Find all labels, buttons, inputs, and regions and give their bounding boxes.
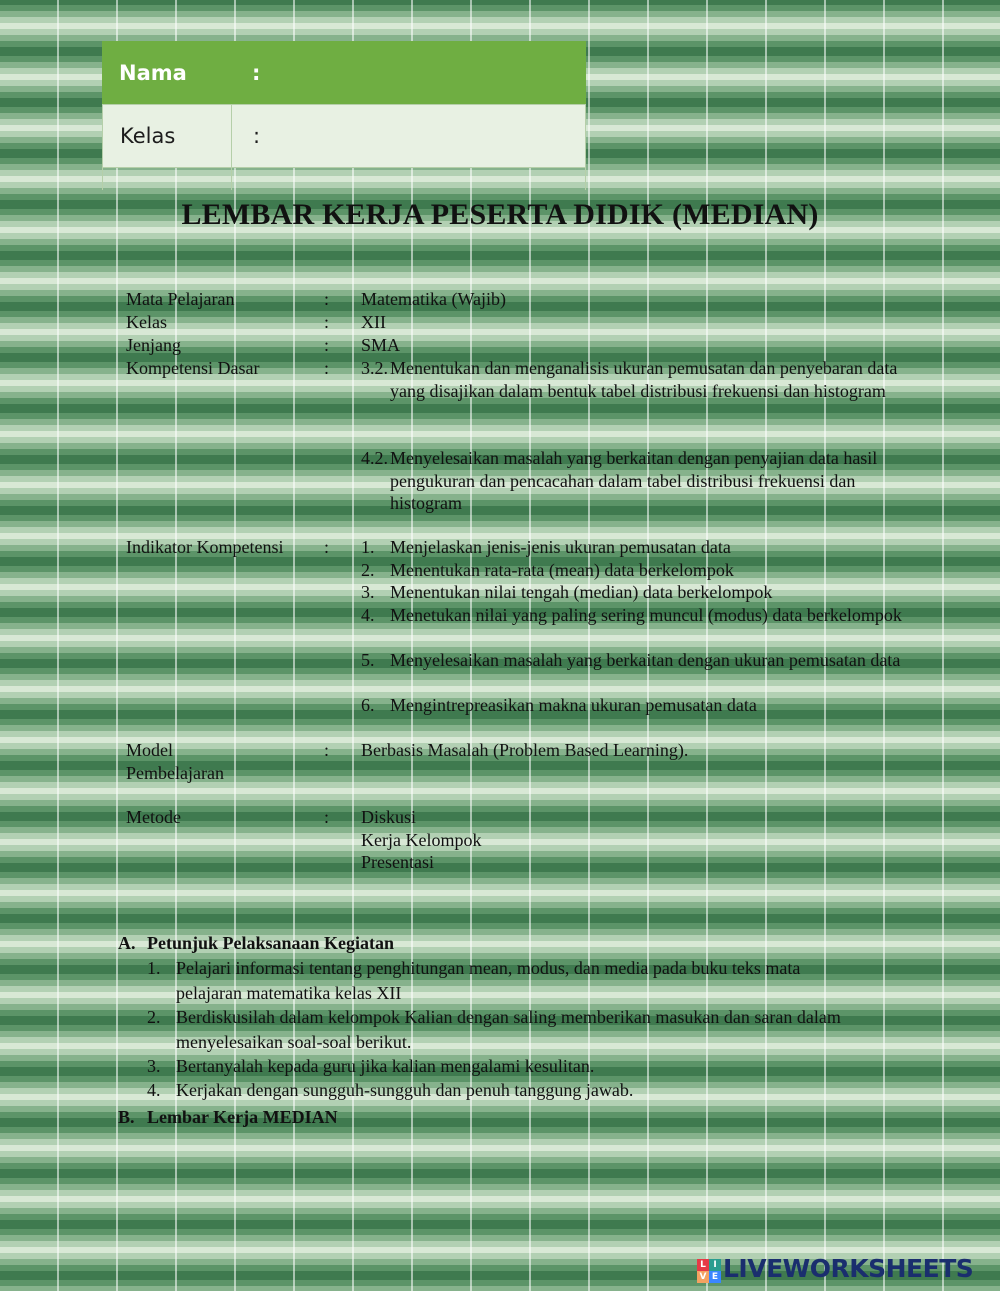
model-label-line2: Pembelajaran <box>126 763 224 783</box>
badge-letter: I <box>709 1259 721 1271</box>
list-item-number: 2. <box>361 560 375 580</box>
list-item-number: 5. <box>361 650 375 670</box>
class-row[interactable] <box>102 104 586 168</box>
step-item <box>147 1078 867 1103</box>
step-text: Kerjakan dengan sungguh-sungguh dan penuh tanggung jawab. <box>176 1080 634 1100</box>
model-value: Berbasis Masalah (Problem Based Learning). <box>361 740 689 760</box>
grade-value: XII <box>361 312 386 332</box>
list-item <box>361 649 921 672</box>
list-item-text: Menentukan rata-rata (mean) data berkelompok <box>390 560 734 580</box>
step-number: 2. <box>147 1007 161 1027</box>
list-item <box>361 559 921 582</box>
page-title: LEMBAR KERJA PESERTA DIDIK (MEDIAN) <box>181 198 819 231</box>
class-colon: : <box>253 124 261 148</box>
model-label-line1: Model <box>126 740 173 760</box>
list-item <box>361 536 921 559</box>
list-item-number: 4. <box>361 605 375 625</box>
method-value: Presentasi <box>361 852 434 872</box>
list-item-number: 3. <box>361 582 375 602</box>
list-item-text: Menjelaskan jenis-jenis ukuran pemusatan data <box>390 537 731 557</box>
kd-item-text: Menyelesaikan masalah yang berkaitan dengan penyajian data hasil pengukuran dan pencacahan dalam tabel distribusi frekuensi dan histogram <box>390 448 878 513</box>
step-number: 1. <box>147 958 161 978</box>
section-heading-text: Lembar Kerja MEDIAN <box>147 1107 338 1127</box>
list-item <box>361 604 921 627</box>
kd-item <box>361 447 921 515</box>
method-label: Metode <box>126 807 181 827</box>
list-item <box>361 581 921 604</box>
step-text: Pelajari informasi tentang penghitungan mean, modus, dan media pada buku teks mata pelajaran matematika kelas XII <box>176 958 801 1003</box>
subject-label: Mata Pelajaran <box>126 289 235 309</box>
list-item-number: 1. <box>361 537 375 557</box>
step-text: Bertanyalah kepada guru jika kalian mengalami kesulitan. <box>176 1056 595 1076</box>
step-item <box>147 956 867 1005</box>
subject-colon: : <box>324 289 330 309</box>
indicator-label: Indikator Kompetensi <box>126 537 284 557</box>
badge-letter: V <box>697 1271 709 1283</box>
name-label: Nama <box>119 60 187 85</box>
list-item <box>361 694 921 717</box>
method-colon: : <box>324 807 330 827</box>
kd-item-text: Menentukan dan menganalisis ukuran pemusatan dan penyebaran data yang disajikan dalam bentuk tabel distribusi frekuensi dan histogram <box>390 358 898 401</box>
step-text: Berdiskusilah dalam kelompok Kalian dengan saling memberikan masukan dan saran dalam menyelesaikan soal-soal berikut. <box>176 1007 841 1052</box>
name-colon: : <box>252 60 261 85</box>
section-heading-text: Petunjuk Pelaksanaan Kegiatan <box>147 933 395 953</box>
logo-text: LIVEWORKSHEETS <box>723 1254 974 1283</box>
level-label: Jenjang <box>126 335 181 355</box>
step-item <box>147 1054 867 1079</box>
grade-label: Kelas <box>126 312 167 332</box>
kd-label: Kompetensi Dasar <box>126 358 260 378</box>
live-badge-icon <box>697 1259 721 1283</box>
list-item-text: Mengintrepreasikan makna ukuran pemusatan data <box>390 695 757 715</box>
badge-letter: E <box>709 1271 721 1283</box>
indicator-colon: : <box>324 537 330 557</box>
kd-item-number: 3.2. <box>361 358 388 378</box>
level-colon: : <box>324 335 330 355</box>
list-item-text: Menentukan nilai tengah (median) data berkelompok <box>390 582 773 602</box>
list-item-text: Menetukan nilai yang paling sering muncul (modus) data berkelompok <box>390 605 902 625</box>
kd-colon: : <box>324 358 330 378</box>
section-letter: B. <box>118 1107 135 1127</box>
section-letter: A. <box>118 933 136 953</box>
model-colon: : <box>324 740 330 760</box>
step-number: 4. <box>147 1080 161 1100</box>
kd-item-number: 4.2. <box>361 448 388 468</box>
step-number: 3. <box>147 1056 161 1076</box>
badge-letter: L <box>697 1259 709 1271</box>
liveworksheets-logo <box>697 1253 997 1287</box>
step-item <box>147 1005 867 1054</box>
level-value: SMA <box>361 335 401 355</box>
list-item-number: 6. <box>361 695 375 715</box>
subject-value: Matematika (Wajib) <box>361 289 506 309</box>
method-value: Kerja Kelompok <box>361 830 482 850</box>
name-row[interactable] <box>102 41 586 104</box>
method-value: Diskusi <box>361 807 417 827</box>
row-divider <box>231 105 232 167</box>
list-item-text: Menyelesaikan masalah yang berkaitan dengan ukuran pemusatan data <box>390 650 901 670</box>
id-box-tail <box>102 168 586 190</box>
class-label: Kelas <box>120 124 176 148</box>
grade-colon: : <box>324 312 330 332</box>
kd-item <box>361 357 921 402</box>
tail-divider <box>231 168 232 190</box>
